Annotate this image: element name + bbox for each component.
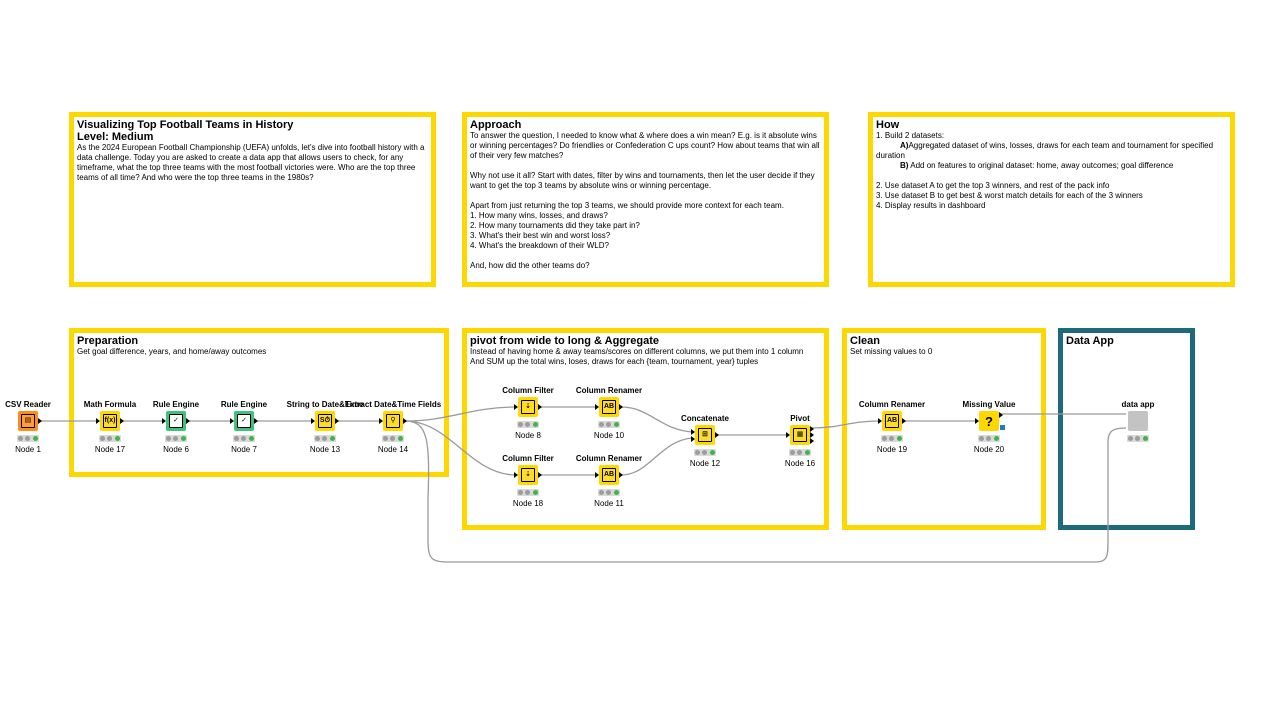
column-renamer-icon: AB bbox=[882, 411, 902, 431]
node-id-label: Node 14 bbox=[377, 445, 409, 454]
extract-date-icon: ⚲ bbox=[383, 411, 403, 431]
node-status-lights bbox=[694, 449, 716, 456]
node-status-lights bbox=[99, 435, 121, 442]
node-id-label: Node 19 bbox=[876, 445, 908, 454]
node-name-label: CSV Reader bbox=[5, 400, 51, 409]
node-column-filter-18[interactable] bbox=[483, 454, 573, 509]
csv-reader-icon: ▤ bbox=[18, 411, 38, 431]
pivot-text: Instead of having home & away teams/scores on different columns, we put them into 1 column And SUM up the total wins, loses, draws for each {team, tournament, year} tuples bbox=[470, 347, 804, 366]
node-missing-value[interactable] bbox=[944, 400, 1034, 455]
node-id-label: Node 17 bbox=[94, 445, 126, 454]
how-dataset-a-text: Aggregated dataset of wins, losses, draws for each team and tournament for specified duration bbox=[876, 141, 1214, 160]
node-extract-datetime-fields[interactable] bbox=[344, 400, 442, 455]
node-id-label: Node 8 bbox=[515, 431, 541, 440]
node-name-label: data app bbox=[1121, 400, 1155, 409]
pivot-title: pivot from wide to long & Aggregate bbox=[470, 335, 660, 347]
node-status-lights bbox=[517, 421, 539, 428]
node-name-label: Concatenate bbox=[680, 414, 729, 423]
node-id-label: Node 12 bbox=[689, 459, 721, 468]
node-id-label: Node 10 bbox=[593, 431, 625, 440]
node-status-lights bbox=[598, 489, 620, 496]
node-id-label: Node 6 bbox=[163, 445, 189, 454]
column-filter-icon: ⇣ bbox=[518, 397, 538, 417]
node-name-label: Column Renamer bbox=[575, 454, 643, 463]
node-status-lights bbox=[17, 435, 39, 442]
node-status-lights bbox=[233, 435, 255, 442]
string-to-date-icon: S⏱ bbox=[315, 411, 335, 431]
node-name-label: Column Filter bbox=[502, 454, 554, 463]
node-column-filter-8[interactable] bbox=[483, 386, 573, 441]
node-status-lights bbox=[517, 489, 539, 496]
node-column-renamer-11[interactable] bbox=[564, 454, 654, 509]
node-name-label: String to Date&Time bbox=[286, 400, 364, 409]
node-name-label: Rule Engine bbox=[220, 400, 268, 409]
intro-text: As the 2024 European Football Championship (UEFA) unfolds, let's dive into football history with a data challenge. Today you are asked to create a data app that allows users to check, for any timeframe, what the top three teams with the most football victories were. Who are the top three teams of all time? And who were the top three teams in the 1980s? bbox=[77, 143, 425, 182]
how-dataset-a-label: A) bbox=[900, 141, 909, 150]
preparation-text: Get goal difference, years, and home/away outcomes bbox=[77, 347, 267, 356]
rule-engine-icon: ✓ bbox=[166, 411, 186, 431]
node-id-label: Node 20 bbox=[973, 445, 1005, 454]
node-rule-engine-7[interactable] bbox=[199, 400, 289, 455]
column-renamer-icon: AB bbox=[599, 397, 619, 417]
column-renamer-icon: AB bbox=[599, 465, 619, 485]
node-status-lights bbox=[598, 421, 620, 428]
node-name-label: Column Filter bbox=[502, 386, 554, 395]
node-id-label: Node 11 bbox=[594, 499, 624, 508]
component-icon bbox=[1128, 411, 1148, 431]
node-csv-reader[interactable] bbox=[0, 400, 73, 455]
preparation-title: Preparation bbox=[77, 335, 139, 347]
node-name-label: Pivot bbox=[790, 414, 810, 423]
concatenate-icon: ⊞ bbox=[695, 425, 715, 445]
how-step-1: 1. Build 2 datasets: bbox=[876, 131, 945, 140]
data-app-title: Data App bbox=[1066, 335, 1114, 347]
node-status-lights bbox=[165, 435, 187, 442]
how-title: How bbox=[876, 119, 900, 131]
how-dataset-b-text: Add on features to original dataset: home, away outcomes; goal difference bbox=[910, 161, 1174, 170]
node-name-label: Missing Value bbox=[962, 400, 1016, 409]
node-column-renamer-10[interactable] bbox=[564, 386, 654, 441]
node-status-lights bbox=[382, 435, 404, 442]
math-formula-icon: f(x) bbox=[100, 411, 120, 431]
how-dataset-b-label: B) bbox=[900, 161, 909, 170]
node-pivot[interactable] bbox=[755, 414, 845, 469]
node-status-lights bbox=[1127, 435, 1149, 442]
node-id-label: Node 16 bbox=[784, 459, 816, 468]
approach-text: To answer the question, I needed to know what & where does a win mean? E.g. is it absolute wins or winning percentages? Do friendlies or Confederation C ups count? How about teams that win all of their very few matches? Why not use it all? Start with dates, filter by wins and tournaments, then let the user decide if they want to get the top 3 teams by absolute wins or winning percentage. Apart from just returning the top 3 teams, we should provide more context for each team. 1. How many wins, losses, and draws? 2. How many tournaments did they take part in? 3. What's their best win and worst loss? 4. What's the breakdown of their WLD? And, how did the other teams do? bbox=[470, 131, 820, 270]
node-concatenate[interactable] bbox=[660, 414, 750, 469]
node-id-label: Node 7 bbox=[231, 445, 257, 454]
node-data-app-component[interactable] bbox=[1093, 400, 1183, 442]
node-status-lights bbox=[789, 449, 811, 456]
intro-level: Level: Medium bbox=[77, 131, 154, 143]
node-column-renamer-19[interactable] bbox=[847, 400, 937, 455]
clean-text: Set missing values to 0 bbox=[850, 347, 933, 356]
missing-value-icon: ? bbox=[979, 411, 999, 431]
node-name-label: Extract Date&Time Fields bbox=[344, 400, 442, 409]
how-steps: 2. Use dataset A to get the top 3 winners, and rest of the pack info 3. Use dataset B to get best & worst match details for each of the 3 winners 4. Display results in dashboard bbox=[876, 181, 1143, 210]
pivot-icon: ▦ bbox=[790, 425, 810, 445]
approach-title: Approach bbox=[470, 119, 522, 131]
node-id-label: Node 18 bbox=[512, 499, 544, 508]
node-status-lights bbox=[978, 435, 1000, 442]
node-id-label: Node 1 bbox=[15, 445, 41, 454]
node-status-lights bbox=[881, 435, 903, 442]
node-id-label: Node 13 bbox=[309, 445, 341, 454]
node-name-label: Math Formula bbox=[83, 400, 137, 409]
node-name-label: Column Renamer bbox=[858, 400, 926, 409]
rule-engine-icon: ✓ bbox=[234, 411, 254, 431]
clean-title: Clean bbox=[850, 335, 880, 347]
column-filter-icon: ⇣ bbox=[518, 465, 538, 485]
node-name-label: Column Renamer bbox=[575, 386, 643, 395]
node-name-label: Rule Engine bbox=[152, 400, 200, 409]
node-status-lights bbox=[314, 435, 336, 442]
intro-title: Visualizing Top Football Teams in History bbox=[77, 119, 294, 131]
